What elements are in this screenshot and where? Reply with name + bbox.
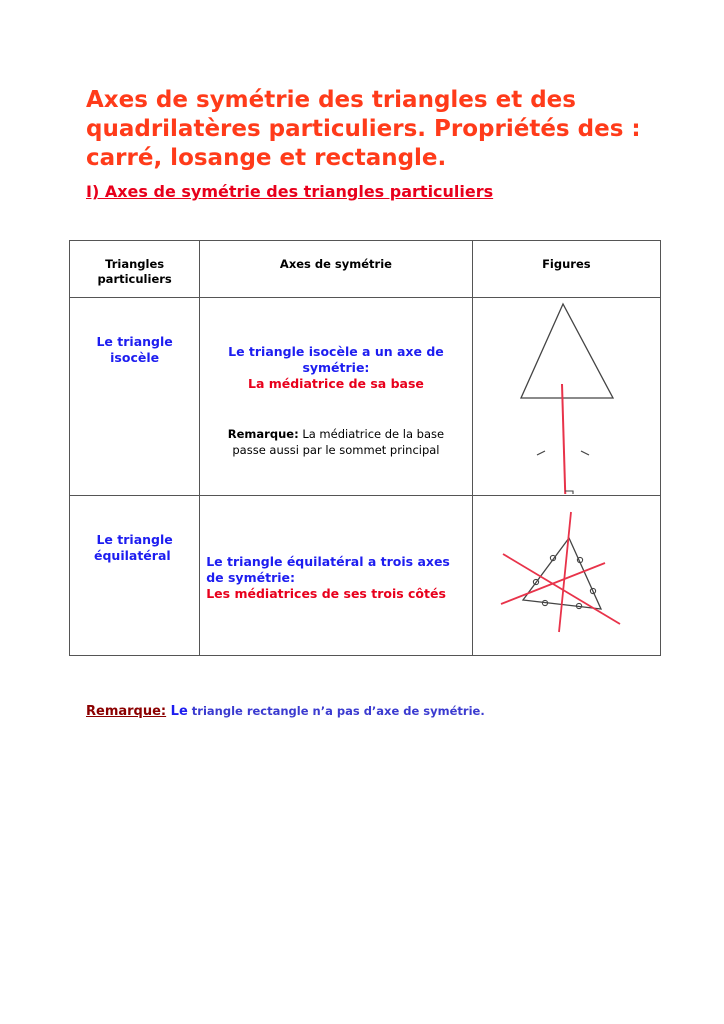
isosceles-axis-line2: symétrie: bbox=[302, 360, 370, 375]
title-line-3: carré, losange et rectangle. bbox=[86, 145, 447, 171]
equilateral-axis-line2: de symétrie: bbox=[206, 570, 295, 585]
equilateral-name-line2: équilatéral bbox=[94, 548, 171, 563]
table-header-row bbox=[70, 241, 661, 298]
table-row-isosceles bbox=[70, 298, 661, 496]
header-axes-label: Axes de symétrie bbox=[279, 257, 392, 271]
page-title bbox=[86, 86, 686, 173]
isosceles-axis-red: La médiatrice de sa base bbox=[247, 376, 424, 391]
isosceles-remark-label: Remarque: bbox=[227, 427, 299, 441]
bottom-remark-label: Remarque: bbox=[86, 704, 167, 719]
title-line-1: Axes de symétrie des triangles et des bbox=[86, 87, 576, 113]
cell-isosceles-name bbox=[70, 298, 200, 496]
cell-equilateral-figure bbox=[472, 496, 660, 656]
equilateral-axis-line1: Le triangle équilatéral a trois axes bbox=[206, 554, 450, 569]
header-figures-label: Figures bbox=[542, 257, 591, 271]
header-triangles-line1: Triangles bbox=[105, 257, 165, 271]
bottom-remark-le: Le bbox=[166, 704, 188, 719]
isosceles-remark bbox=[200, 426, 471, 458]
isosceles-name-line2: isocèle bbox=[110, 350, 160, 365]
header-triangles-line2: particuliers bbox=[97, 272, 172, 286]
equilateral-axis-red: Les médiatrices de ses trois côtés bbox=[206, 586, 446, 601]
cell-isosceles-figure bbox=[472, 298, 660, 496]
equilateral-triangle-figure bbox=[473, 496, 661, 654]
equilateral-axis-1 bbox=[559, 512, 571, 632]
bottom-remark bbox=[86, 704, 485, 719]
bottom-remark-text: triangle rectangle n’a pas d’axe de symétrie. bbox=[187, 704, 485, 718]
cell-equilateral-axes bbox=[200, 496, 472, 656]
cell-isosceles-axes bbox=[200, 298, 472, 496]
header-triangles bbox=[70, 241, 200, 298]
equilateral-name-line1: Le triangle bbox=[96, 532, 173, 547]
isosceles-axis-line1: Le triangle isocèle a un axe de bbox=[228, 344, 444, 359]
symmetry-table bbox=[69, 240, 661, 656]
isosceles-remark-text2: passe aussi par le sommet principal bbox=[232, 443, 440, 457]
title-line-2: quadrilatères particuliers. Propriétés des : bbox=[86, 116, 641, 142]
isosceles-remark-text1: La médiatrice de la base bbox=[298, 427, 445, 441]
cell-equilateral-name bbox=[70, 496, 200, 656]
header-figures bbox=[472, 241, 660, 298]
section-heading: I) Axes de symétrie des triangles particuliers bbox=[86, 182, 494, 201]
header-axes bbox=[200, 241, 472, 298]
isosceles-name-line1: Le triangle bbox=[96, 334, 173, 349]
table-row-equilateral bbox=[70, 496, 661, 656]
isosceles-axis-line bbox=[562, 384, 566, 494]
isosceles-triangle-figure bbox=[473, 298, 661, 494]
